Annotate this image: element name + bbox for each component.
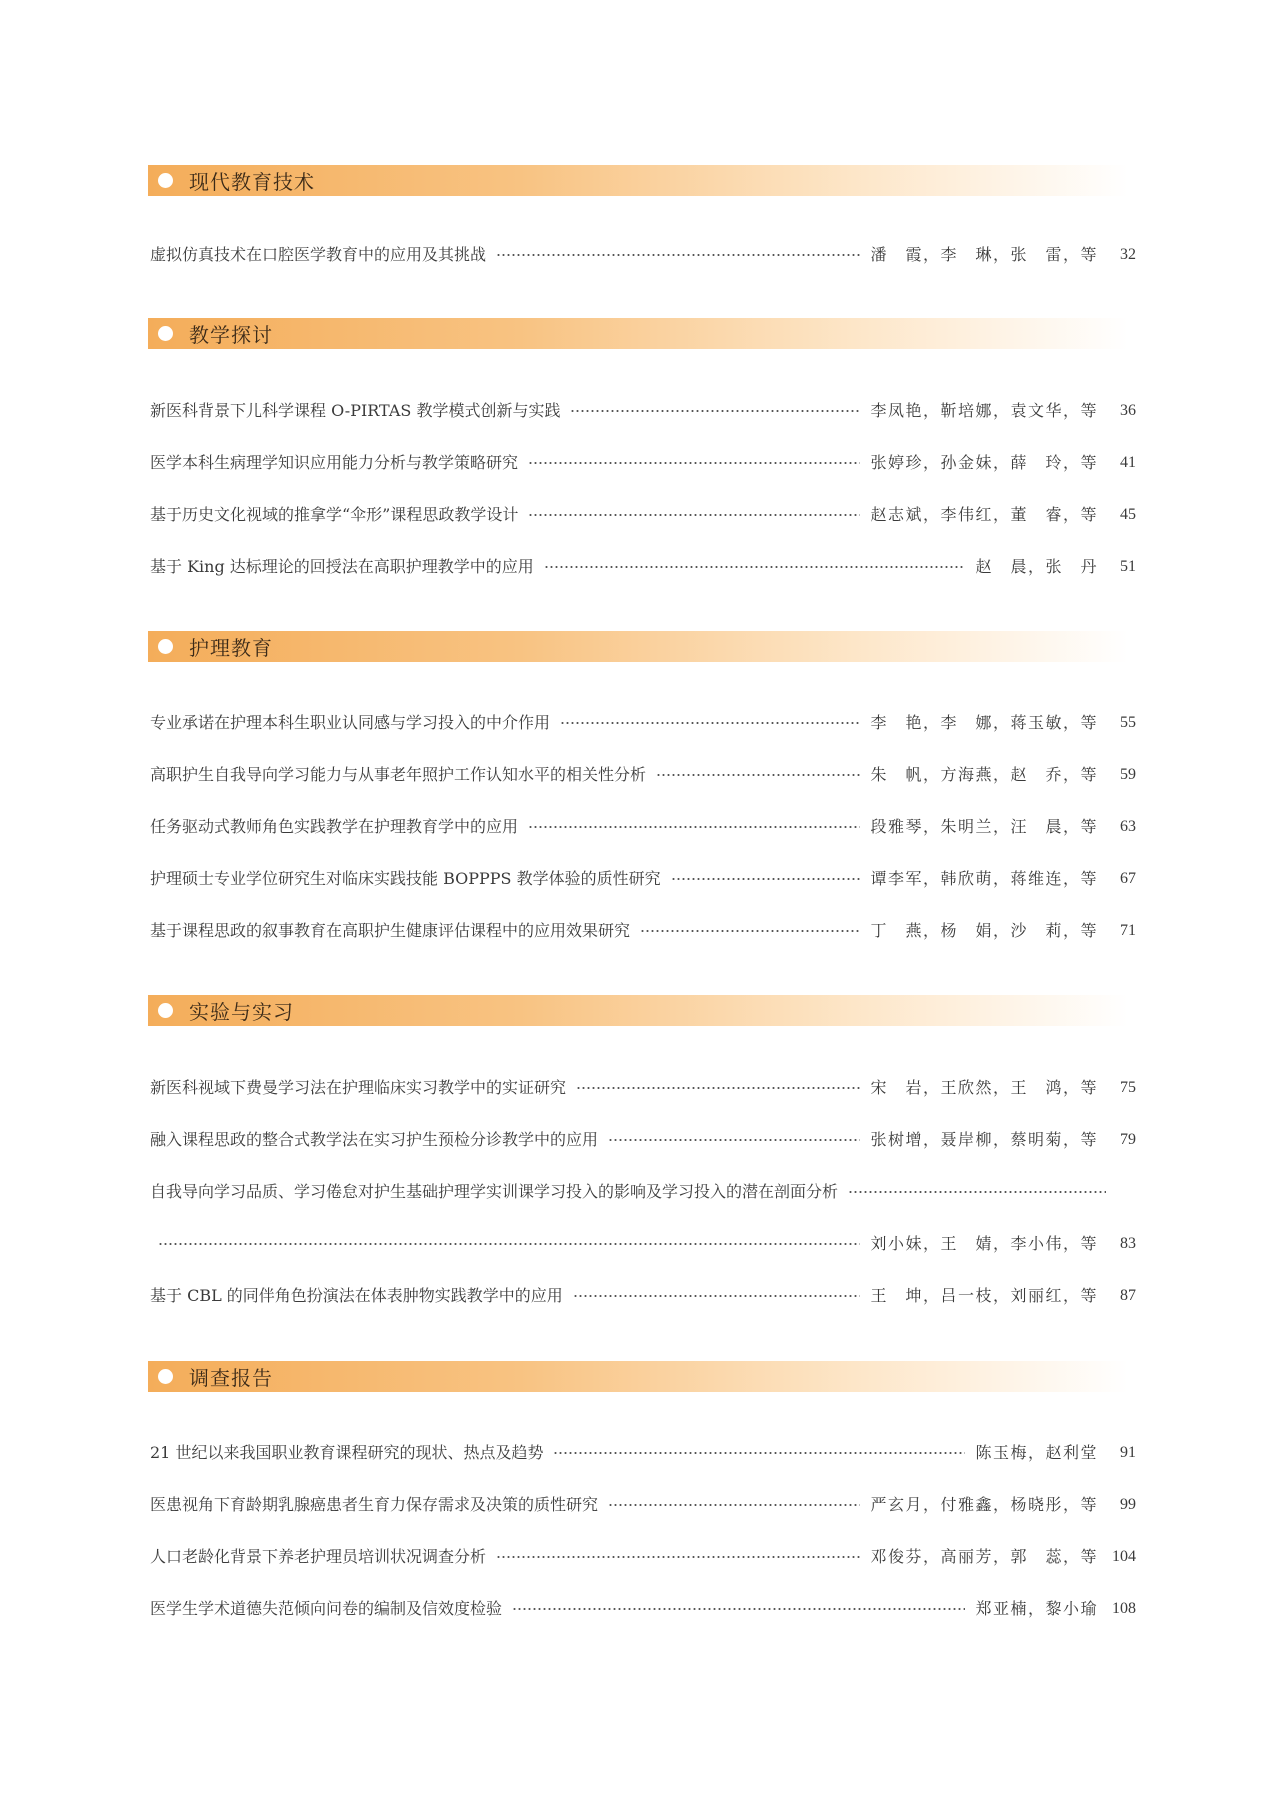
dot-leader [512,1608,965,1610]
toc-entry[interactable] [150,1440,1136,1466]
section-header [148,165,1128,196]
entry-title: 高职护生自我导向学习能力与从事老年照护工作认知水平的相关性分析 [150,765,647,784]
entry-title: 基于历史文化视域的推拿学“伞形”课程思政教学设计 [150,505,519,524]
entry-title: 虚拟仿真技术在口腔医学教育中的应用及其挑战 [150,245,487,264]
dot-leader [656,774,860,776]
toc-entry[interactable] [150,450,1136,476]
entry-authors: 段雅琴，朱明兰，汪 晨，等 [870,817,1098,836]
section-header [148,318,1128,349]
dot-leader [528,826,860,828]
dot-leader [576,1087,860,1089]
entry-page-number: 41 [1120,454,1136,471]
entry-title: 任务驱动式教师角色实践教学在护理教育学中的应用 [150,817,519,836]
dot-leader [496,1556,860,1558]
toc-entry[interactable] [150,710,1136,736]
toc-entry[interactable] [150,1492,1136,1518]
entry-title: 融入课程思政的整合式教学法在实习护生预检分诊教学中的应用 [150,1130,599,1149]
toc-entry-wrapped[interactable] [150,1179,1106,1205]
entry-authors: 邓俊芬，高丽芳，郭 蕊，等 [870,1547,1098,1566]
toc-entry[interactable] [150,866,1136,892]
section-header [148,995,1128,1026]
entry-page-number: 83 [1120,1235,1136,1252]
dot-leader [158,1243,860,1245]
entry-page-number: 87 [1120,1287,1136,1304]
bullet-icon [158,1369,173,1384]
entry-page-number: 79 [1120,1131,1136,1148]
entry-title: 专业承诺在护理本科生职业认同感与学习投入的中介作用 [150,713,551,732]
entry-page-number: 91 [1120,1444,1136,1461]
dot-leader [848,1191,1106,1193]
dot-leader [608,1139,860,1141]
entry-title: 医患视角下育龄期乳腺癌患者生育力保存需求及决策的质性研究 [150,1495,599,1514]
entry-title: 新医科背景下儿科学课程 O-PIRTAS 教学模式创新与实践 [150,401,561,420]
section-title: 实验与实习 [189,1000,294,1024]
entry-page-number: 67 [1120,870,1136,887]
bullet-icon [158,1003,173,1018]
entry-title: 人口老龄化背景下养老护理员培训状况调查分析 [150,1547,487,1566]
bullet-icon [158,639,173,654]
toc-entry[interactable] [150,918,1136,944]
dot-leader [496,254,860,256]
entry-title: 护理硕士专业学位研究生对临床实践技能 BOPPPS 教学体验的质性研究 [150,869,661,888]
toc-entry[interactable] [150,554,1136,580]
section-header [148,1361,1128,1392]
entry-title: 基于 King 达标理论的回授法在高职护理教学中的应用 [150,557,534,576]
dot-leader [553,1452,965,1454]
dot-leader [671,878,861,880]
bullet-icon [158,173,173,188]
entry-page-number: 104 [1112,1548,1136,1565]
entry-authors: 李 艳，李 娜，蒋玉敏，等 [870,713,1098,732]
section-title: 现代教育技术 [189,170,315,194]
entry-authors: 郑亚楠，黎小瑜 [975,1599,1098,1618]
entry-authors: 李凤艳，靳培娜，袁文华，等 [870,401,1098,420]
toc-entry[interactable] [150,398,1136,424]
entry-page-number: 99 [1120,1496,1136,1513]
dot-leader [608,1504,860,1506]
toc-entry[interactable] [150,1127,1136,1153]
toc-entry[interactable] [150,242,1136,268]
entry-page-number: 36 [1120,402,1136,419]
entry-authors: 严玄月，付雅鑫，杨晓彤，等 [870,1495,1098,1514]
dot-leader [640,930,860,932]
toc-entry-continuation[interactable] [150,1231,1136,1257]
entry-page-number: 51 [1120,558,1136,575]
entry-authors: 潘 霞，李 琳，张 雷，等 [870,245,1098,264]
section-title: 教学探讨 [189,323,273,347]
entry-page-number: 45 [1120,506,1136,523]
entry-authors: 王 坤，吕一枝，刘丽红，等 [870,1286,1098,1305]
toc-entry[interactable] [150,1544,1136,1570]
dot-leader [544,566,966,568]
entry-page-number: 71 [1120,922,1136,939]
section-header [148,631,1128,662]
entry-title: 医学生学术道德失范倾向问卷的编制及信效度检验 [150,1599,503,1618]
toc-entry[interactable] [150,762,1136,788]
section-title: 调查报告 [189,1366,273,1390]
entry-authors: 赵 晨，张 丹 [975,557,1098,576]
bullet-icon [158,326,173,341]
entry-authors: 陈玉梅，赵利堂 [975,1443,1098,1462]
entry-page-number: 55 [1120,714,1136,731]
entry-authors: 宋 岩，王欣然，王 鸿，等 [870,1078,1098,1097]
dot-leader [528,462,860,464]
entry-page-number: 108 [1112,1600,1136,1617]
entry-authors: 张树增，聂岸柳，蔡明菊，等 [870,1130,1098,1149]
dot-leader [560,722,860,724]
entry-authors: 朱 帆，方海燕，赵 乔，等 [870,765,1098,784]
entry-title: 21 世纪以来我国职业教育课程研究的现状、热点及趋势 [150,1443,544,1462]
toc-entry[interactable] [150,1075,1136,1101]
entry-authors: 刘小妹，王 婧，李小伟，等 [870,1234,1098,1253]
dot-leader [528,514,860,516]
entry-page-number: 59 [1120,766,1136,783]
entry-page-number: 32 [1120,246,1136,263]
toc-entry[interactable] [150,1596,1136,1622]
entry-title: 医学本科生病理学知识应用能力分析与教学策略研究 [150,453,519,472]
entry-title: 自我导向学习品质、学习倦怠对护生基础护理学实训课学习投入的影响及学习投入的潜在剖面分析 [150,1182,839,1201]
entry-title: 新医科视域下费曼学习法在护理临床实习教学中的实证研究 [150,1078,567,1097]
section-title: 护理教育 [189,636,273,660]
entry-authors: 谭李军，韩欣萌，蒋维连，等 [870,869,1098,888]
entry-title: 基于 CBL 的同伴角色扮演法在体表肿物实践教学中的应用 [150,1286,563,1305]
entry-authors: 赵志斌，李伟红，董 睿，等 [870,505,1098,524]
entry-authors: 丁 燕，杨 娟，沙 莉，等 [870,921,1098,940]
toc-entry[interactable] [150,814,1136,840]
entry-page-number: 75 [1120,1079,1136,1096]
dot-leader [573,1295,861,1297]
entry-title: 基于课程思政的叙事教育在高职护生健康评估课程中的应用效果研究 [150,921,631,940]
dot-leader [570,410,860,412]
entry-authors: 张婷珍，孙金妹，薛 玲，等 [870,453,1098,472]
toc-entry[interactable] [150,1283,1136,1309]
entry-page-number: 63 [1120,818,1136,835]
toc-entry[interactable] [150,502,1136,528]
